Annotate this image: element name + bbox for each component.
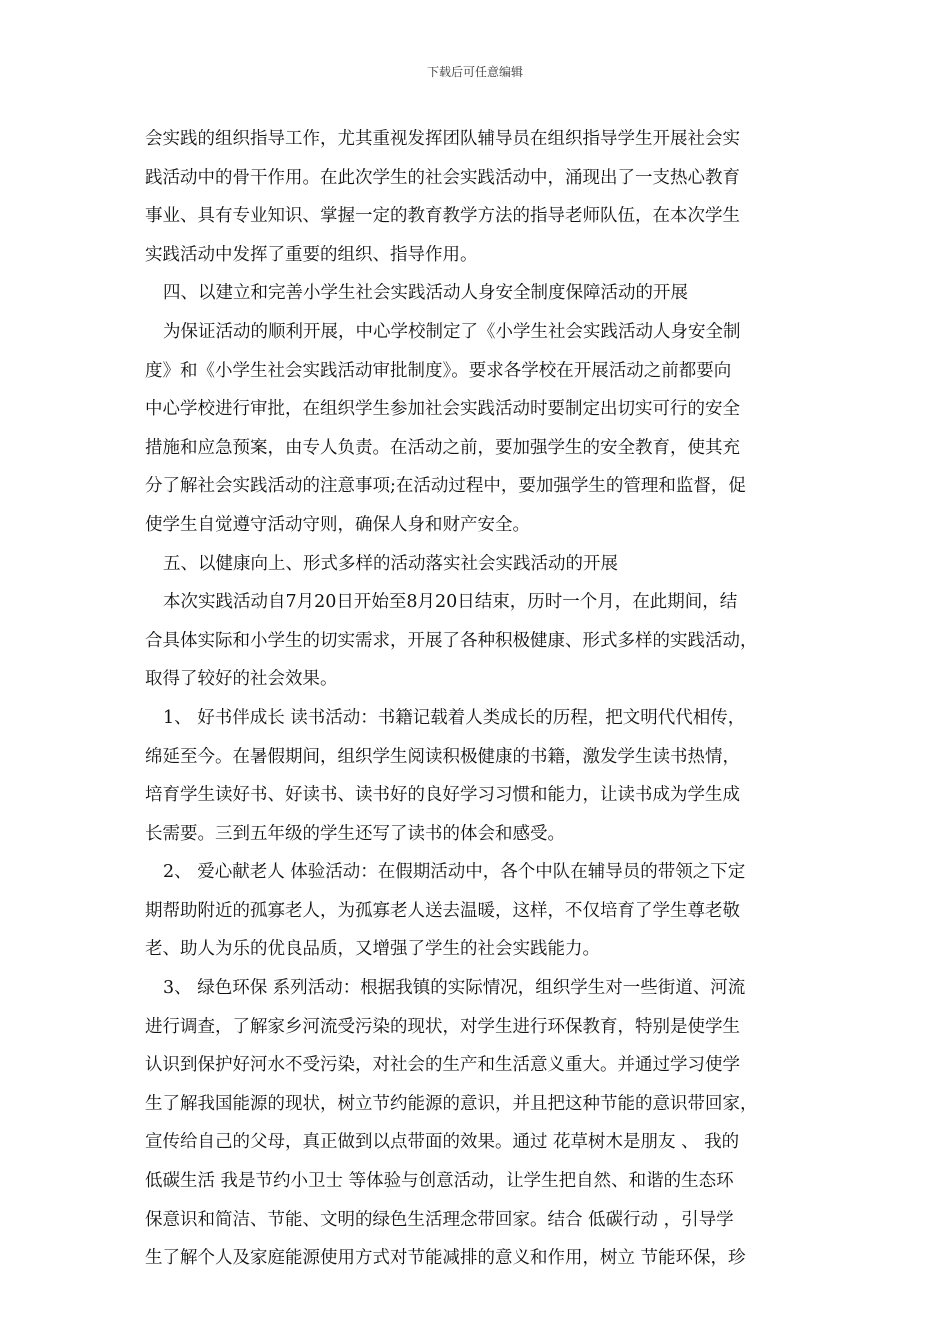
text-line: 生了解我国能源的现状，树立节约能源的意识，并且把这种节能的意识带回家， [145, 1093, 758, 1114]
text-line: 2、 爱心献老人 体验活动：在假期活动中，各个中队在辅导员的带领之下定 [163, 862, 746, 883]
text-line: 培育学生读好书、好读书、读书好的良好学习习惯和能力，让读书成为学生成 [145, 785, 740, 806]
text-line: 分了解社会实践活动的注意事项;在活动过程中，要加强学生的管理和监督，促 [145, 476, 746, 497]
text-line: 为保证活动的顺利开展，中心学校制定了《小学生社会实践活动人身安全制 [163, 321, 741, 342]
text-line: 保意识和简洁、节能、文明的绿色生活理念带回家。结合 低碳行动 ，引导学 [145, 1209, 734, 1230]
text-line: 1、 好书伴成长 读书活动：书籍记载着人类成长的历程，把文明代代相传， [163, 707, 746, 728]
text-line: 事业、具有专业知识、掌握一定的教育教学方法的指导老师队伍，在本次学生 [145, 206, 740, 227]
text-line: 取得了较好的社会效果。 [145, 669, 338, 690]
text-line: 本次实践活动自7月20日开始至8月20日结束，历时一个月，在此期间，结 [163, 592, 738, 613]
text-line: 使学生自觉遵守活动守则，确保人身和财产安全。 [145, 514, 530, 535]
page-header: 下载后可任意编辑 [426, 65, 523, 79]
text-line: 实践活动中发挥了重要的组织、指导作用。 [145, 244, 478, 265]
text-line: 合具体实际和小学生的切实需求，开展了各种积极健康、形式多样的实践活动， [145, 630, 758, 651]
text-line: 措施和应急预案，由专人负责。在活动之前，要加强学生的安全教育，使其充 [145, 437, 740, 458]
text-line: 四、以建立和完善小学生社会实践活动人身安全制度保障活动的开展 [163, 283, 688, 304]
text-line: 五、以健康向上、形式多样的活动落实社会实践活动的开展 [163, 553, 618, 574]
text-line: 宣传给自己的父母，真正做到以点带面的效果。通过 花草树木是朋友 、 我的 [145, 1132, 740, 1153]
text-line: 度》和《小学生社会实践活动审批制度》。要求各学校在开展活动之前都要向 [145, 360, 732, 381]
text-line: 践活动中的骨干作用。在此次学生的社会实践活动中，涌现出了一支热心教育 [145, 167, 740, 188]
text-line: 生了解个人及家庭能源使用方式对节能减排的意义和作用，树立 节能环保，珍 [145, 1248, 746, 1269]
text-line: 老、助人为乐的优良品质，又增强了学生的社会实践能力。 [145, 939, 600, 960]
text-line: 会实践的组织指导工作，尤其重视发挥团队辅导员在组织指导学生开展社会实 [145, 129, 740, 149]
text-line: 绵延至今。在暑假期间，组织学生阅读积极健康的书籍，激发学生读书热情， [145, 746, 740, 767]
document-body [145, 120, 809, 1278]
text-line: 中心学校进行审批，在组织学生参加社会实践活动时要制定出切实可行的安全 [145, 399, 740, 420]
text-line: 期帮助附近的孤寡老人，为孤寡老人送去温暖，这样，不仅培育了学生尊老敬 [145, 900, 740, 921]
text-line: 进行调查，了解家乡河流受污染的现状，对学生进行环保教育，特别是使学生 [145, 1016, 740, 1037]
text-line: 长需要。三到五年级的学生还写了读书的体会和感受。 [145, 823, 565, 844]
text-line: 3、 绿色环保 系列活动：根据我镇的实际情况，组织学生对一些街道、河流 [163, 978, 746, 999]
text-line: 认识到保护好河水不受污染，对社会的生产和生活意义重大。并通过学习使学 [145, 1055, 740, 1076]
text-line: 低碳生活 我是节约小卫士 等体验与创意活动，让学生把自然、和谐的生态环 [145, 1171, 734, 1192]
